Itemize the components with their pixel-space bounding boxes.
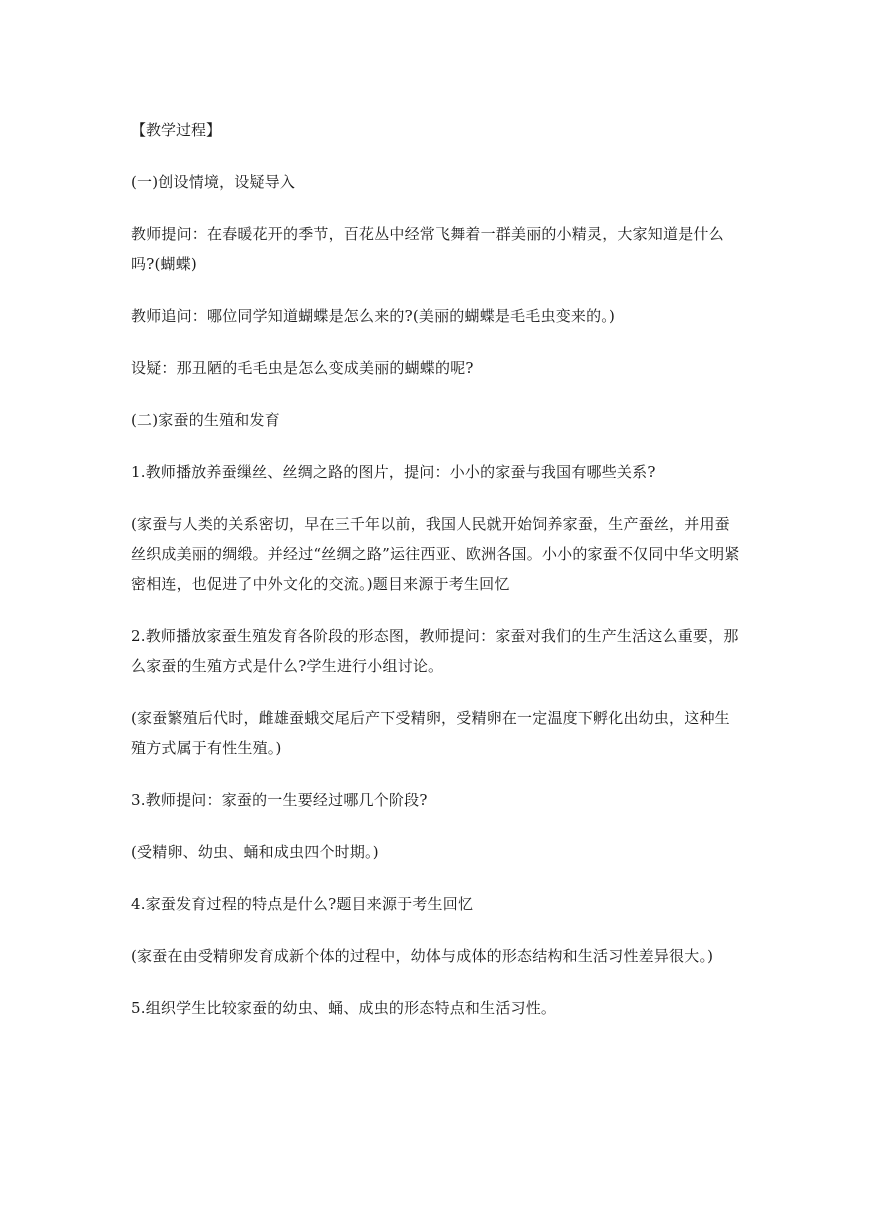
paragraph-item-5: 5.组织学生比较家蚕的幼虫、蛹、成虫的形态特点和生活习性。 (131, 999, 557, 1017)
paragraph-item-3: 3.教师提问：家蚕的一生要经过哪几个阶段? (131, 791, 428, 809)
paragraph-intro-heading: (一)创设情境，设疑导入 (131, 173, 296, 191)
paragraph-answer-3: (受精卵、幼虫、蛹和成虫四个时期。) (131, 843, 379, 861)
paragraph-item-2: 2.教师播放家蚕生殖发育各阶段的形态图，教师提问：家蚕对我们的生产生活这么重要，那么家蚕的生殖方式是什么?学生进行小组讨论。 (131, 627, 739, 675)
paragraph-teacher-followup: 教师追问：哪位同学知道蝴蝶是怎么来的?(美丽的蝴蝶是毛毛虫变来的。) (131, 307, 616, 325)
document-body (131, 115, 743, 1045)
paragraph-item-4: 4.家蚕发育过程的特点是什么?题目来源于考生回忆 (131, 895, 474, 913)
paragraph-item-1: 1.教师播放养蚕缫丝、丝绸之路的图片，提问：小小的家蚕与我国有哪些关系? (131, 463, 656, 481)
paragraph-doubt: 设疑：那丑陋的毛毛虫是怎么变成美丽的蝴蝶的呢? (131, 359, 474, 377)
paragraph-teacher-question: 教师提问：在春暖花开的季节，百花丛中经常飞舞着一群美丽的小精灵，大家知道是什么吗?(蝴蝶) (131, 225, 724, 273)
paragraph-silkworm-heading: (二)家蚕的生殖和发育 (131, 411, 280, 429)
section-title: 【教学过程】 (131, 121, 222, 139)
paragraph-answer-2: (家蚕繁殖后代时，雌雄蚕蛾交尾后产下受精卵，受精卵在一定温度下孵化出幼虫，这种生殖方式属于有性生殖。) (131, 709, 730, 757)
paragraph-answer-1: (家蚕与人类的关系密切，早在三千年以前，我国人民就开始饲养家蚕，生产蚕丝，并用蚕丝织成美丽的绸缎。并经过“丝绸之路”运往西亚、欧洲各国。小小的家蚕不仅同中华文明紧密相连，也促进了中外文化的交流。)题目来源于考生回忆 (131, 515, 740, 593)
paragraph-answer-4: (家蚕在由受精卵发育成新个体的过程中，幼体与成体的形态结构和生活习性差异很大。) (131, 947, 714, 965)
